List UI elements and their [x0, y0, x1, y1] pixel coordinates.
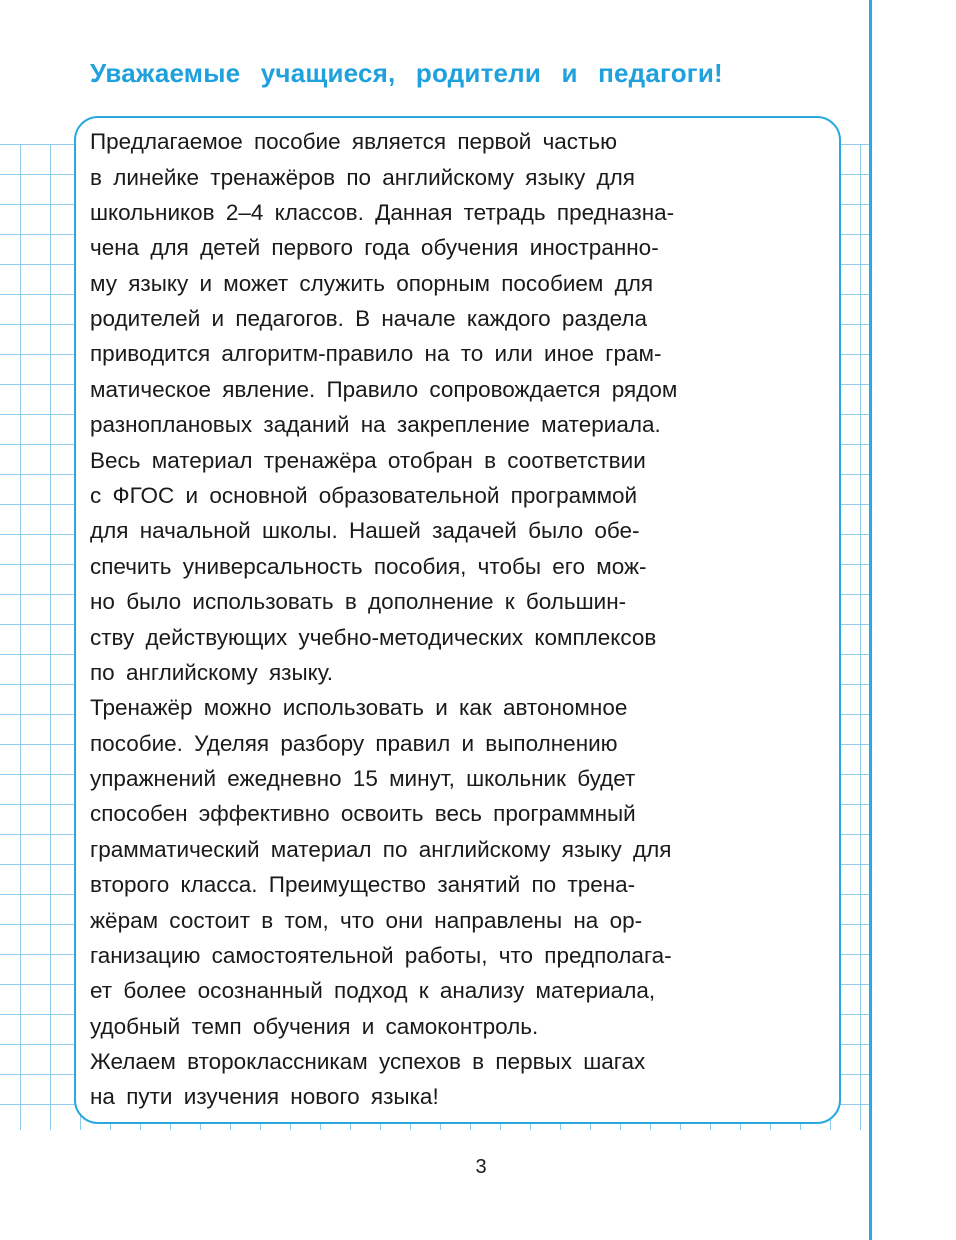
text-line: удобный темп обучения и самоконтроль. — [90, 1014, 539, 1039]
text-line: в линейке тренажёров по английскому языку для — [90, 165, 635, 190]
text-line: по английскому языку. — [90, 660, 333, 685]
margin-line — [869, 0, 872, 1240]
text-line: Тренажёр можно использовать и как автономное — [90, 695, 628, 720]
text-line: матическое явление. Правило сопровождается рядом — [90, 377, 678, 402]
text-line: способен эффективно освоить весь программный — [90, 801, 636, 826]
text-line: ству действующих учебно-методических комплексов — [90, 625, 657, 650]
text-line: на пути изучения нового языка! — [90, 1084, 439, 1109]
text-line: упражнений ежедневно 15 минут, школьник будет — [90, 766, 636, 791]
text-line: но было использовать в дополнение к большин- — [90, 589, 627, 614]
text-line: с ФГОС и основной образовательной программой — [90, 483, 638, 508]
text-line: грамматический материал по английскому языку для — [90, 837, 672, 862]
text-line: приводится алгоритм-правило на то или иное грам- — [90, 341, 662, 366]
text-line: родителей и педагогов. В начале каждого раздела — [90, 306, 648, 331]
text-line: разноплановых заданий на закрепление материала. — [90, 412, 661, 437]
text-line: школьников 2–4 классов. Данная тетрадь предназна- — [90, 200, 675, 225]
text-line: ет более осознанный подход к анализу материала, — [90, 978, 656, 1003]
text-line: ганизацию самостоятельной работы, что предполага- — [90, 943, 672, 968]
text-line: Предлагаемое пособие является первой частью — [90, 129, 617, 154]
text-line: второго класса. Преимущество занятий по трена- — [90, 872, 636, 897]
page-title: Уважаемые учащиеся, родители и педагоги! — [90, 58, 723, 88]
text-line: Желаем второклассникам успехов в первых шагах — [90, 1049, 646, 1074]
text-line: чена для детей первого года обучения иностранно- — [90, 235, 659, 260]
text-line: пособие. Уделяя разбору правил и выполнению — [90, 731, 618, 756]
text-line: для начальной школы. Нашей задачей было обе- — [90, 518, 640, 543]
text-line: му языку и может служить опорным пособием для — [90, 271, 654, 296]
text-line: спечить универсальность пособия, чтобы его мож- — [90, 554, 647, 579]
page-number: 3 — [475, 1156, 487, 1178]
text-line: Весь материал тренажёра отобран в соответствии — [90, 448, 646, 473]
text-line: жёрам состоит в том, что они направлены на ор- — [90, 908, 643, 933]
